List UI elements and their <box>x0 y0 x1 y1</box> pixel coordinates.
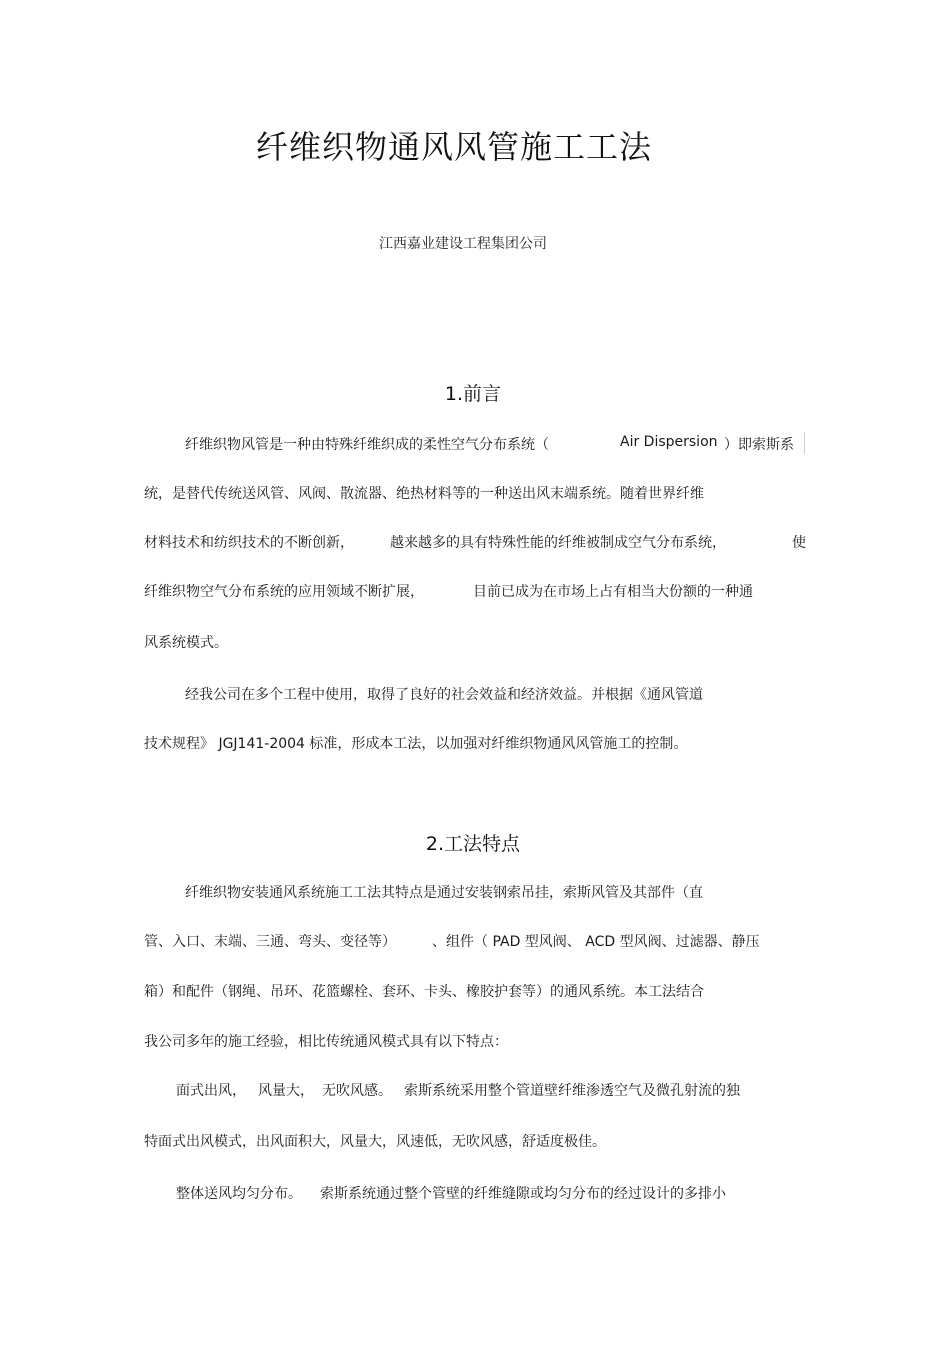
paragraph-line: 索斯系统通过整个管壁的纤维缝隙或均匀分布的经过设计的多排小 <box>320 1186 726 1202</box>
paragraph-line: 特面式出风模式，出风面积大，风量大，风速低，无吹风感，舒适度极佳。 <box>144 1134 606 1150</box>
paragraph-line: 纤维织物空气分布系统的应用领域不断扩展， <box>144 584 424 600</box>
paragraph-line: 纤维织物风管是一种由特殊纤维织成的柔性空气分布系统（ <box>185 437 549 453</box>
paragraph-line: 风系统模式。 <box>144 635 228 651</box>
paragraph-line: Air Dispersion <box>620 434 718 450</box>
paragraph-line: 风量大， <box>258 1083 314 1099</box>
paragraph-line: 我公司多年的施工经验，相比传统通风模式具有以下特点： <box>144 1034 508 1050</box>
company-name: 江西嘉业建设工程集团公司 <box>379 236 547 252</box>
paragraph-line: 纤维织物安装通风系统施工工法其特点是通过安装钢索吊挂，索斯风管及其部件（直 <box>185 885 703 901</box>
section-heading-features: 2.工法特点 <box>425 833 521 855</box>
paragraph-line: 使 <box>792 535 806 551</box>
paragraph-line: 目前已成为在市场上占有相当大份额的一种通 <box>473 584 753 600</box>
document-title: 纤维织物通风风管施工工法 <box>255 128 652 166</box>
paragraph-line: 经我公司在多个工程中使用，取得了良好的社会效益和经济效益。并根据《通风管道 <box>185 687 703 703</box>
paragraph-line: 无吹风感。 <box>322 1083 392 1099</box>
paragraph-line: 索斯系统采用整个管道壁纤维渗透空气及微孔射流的独 <box>404 1083 740 1099</box>
paragraph-line: 整体送风均匀分布。 <box>176 1186 302 1202</box>
paragraph-line: 管、入口、末端、三通、弯头、变径等） <box>144 934 396 950</box>
paragraph-line: 越来越多的具有特殊性能的纤维被制成空气分布系统， <box>390 535 726 551</box>
paragraph-line: 箱）和配件（钢绳、吊环、花篮螺栓、套环、卡头、橡胶护套等）的通风系统。本工法结合 <box>144 984 704 1000</box>
margin-rule <box>804 432 805 454</box>
paragraph-line: 技术规程》 JGJ141-2004 标准，形成本工法，以加强对纤维织物通风风管施工的控制。 <box>144 736 688 752</box>
paragraph-line: ）即索斯系 <box>724 437 794 453</box>
paragraph-line: 、组件（ PAD 型风阀、 ACD 型风阀、过滤器、静压 <box>432 934 760 950</box>
section-heading-preface: 1.前言 <box>444 383 502 405</box>
paragraph-line: 面式出风， <box>176 1083 246 1099</box>
paragraph-line: 统，是替代传统送风管、风阀、散流器、绝热材料等的一种送出风末端系统。随着世界纤维 <box>144 486 704 502</box>
paragraph-line: 材料技术和纺织技术的不断创新， <box>144 535 354 551</box>
